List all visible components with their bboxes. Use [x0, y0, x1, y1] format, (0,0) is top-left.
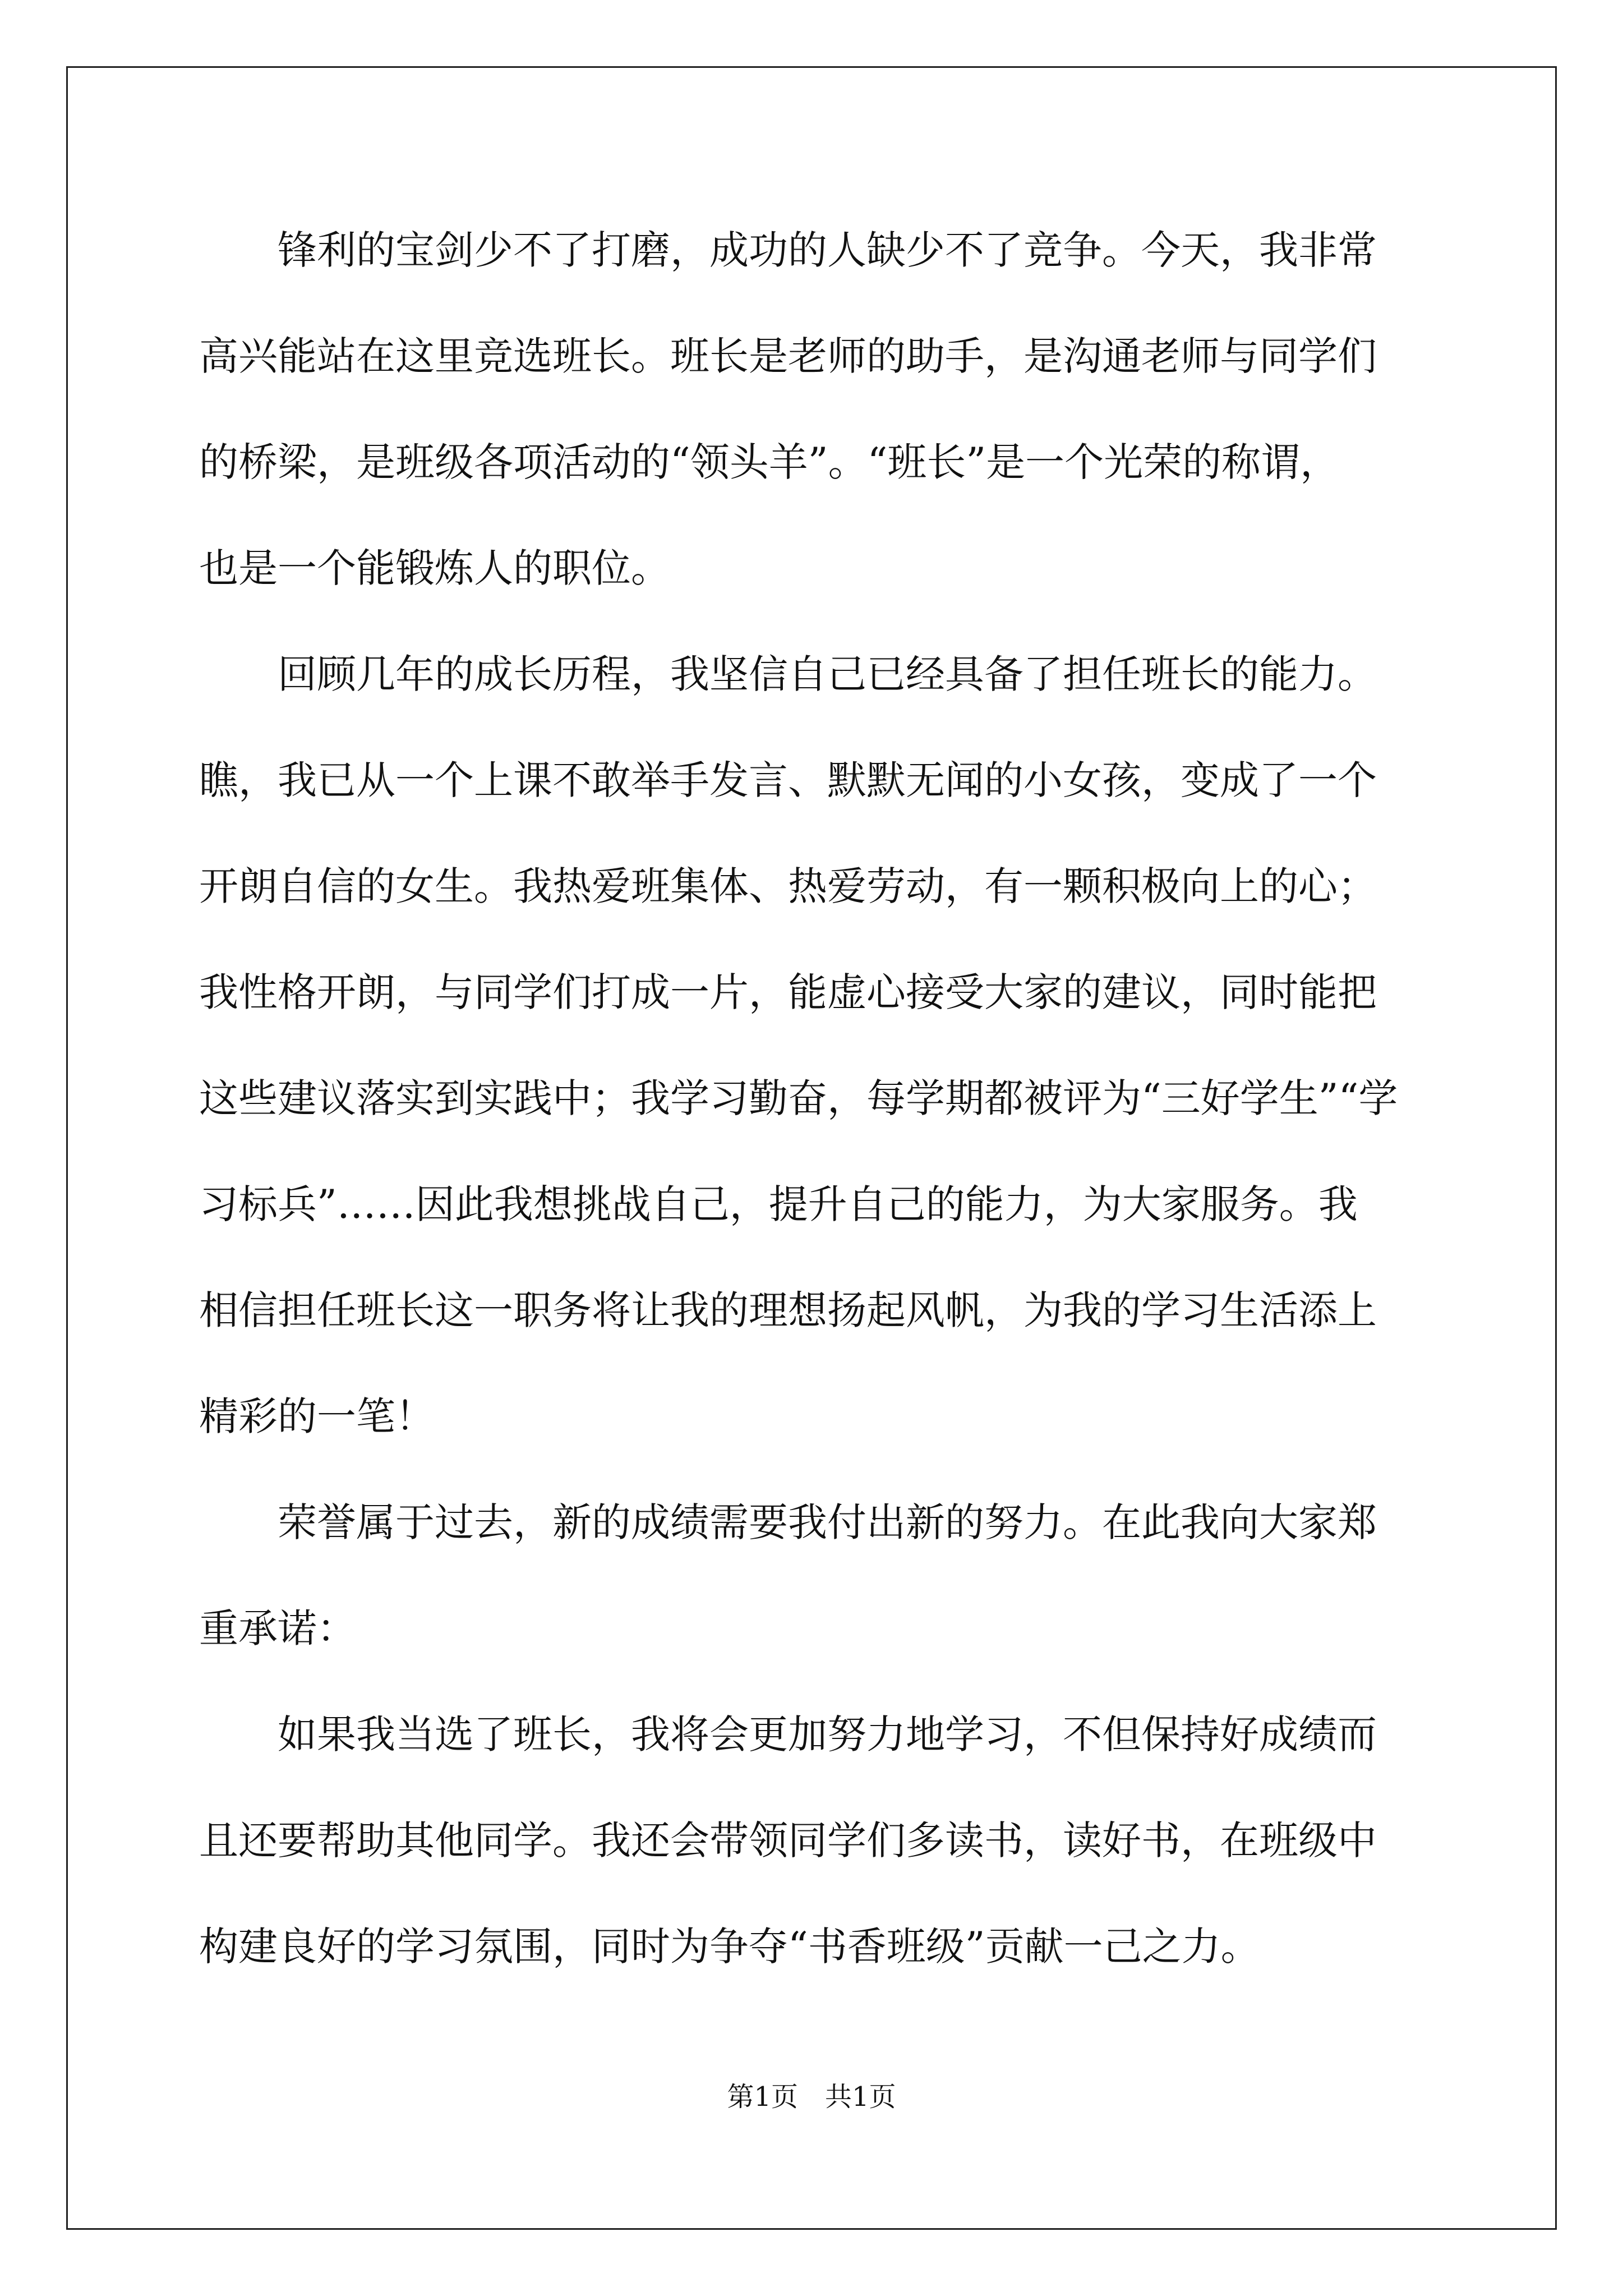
- paragraph-4-line-2: 且还要帮助其他同学。我还会带领同学们多读书，读好书，在班级中: [199, 1818, 1377, 1864]
- paragraph-2-line-7: 相信担任班长这一职务将让我的理想扬起风帆，为我的学习生活添上: [199, 1287, 1377, 1333]
- page-number-footer: 第1页 共1页: [727, 2081, 896, 2113]
- paragraph-2-line-1: 回顾几年的成长历程，我坚信自己已经具备了担任班长的能力。: [199, 651, 1377, 697]
- paragraph-2-line-4: 我性格开朗，与同学们打成一片，能虚心接受大家的建议，同时能把: [199, 969, 1377, 1015]
- page-border: [66, 66, 1557, 2230]
- paragraph-3-line-2: 重承诺：: [199, 1605, 356, 1651]
- paragraph-2-line-6: 习标兵”……因此我想挑战自己，提升自己的能力，为大家服务。我: [199, 1181, 1358, 1227]
- paragraph-2-line-2: 瞧，我已从一个上课不敢举手发言、默默无闻的小女孩，变成了一个: [199, 757, 1377, 803]
- paragraph-4-line-1: 如果我当选了班长，我将会更加努力地学习，不但保持好成绩而: [199, 1711, 1377, 1757]
- paragraph-2-line-5: 这些建议落实到实践中；我学习勤奋，每学期都被评为“三好学生”“学: [199, 1075, 1398, 1121]
- paragraph-1-line-3: 的桥梁，是班级各项活动的“领头羊”。“班长”是一个光荣的称谓，: [199, 439, 1340, 485]
- paragraph-2-line-3: 开朗自信的女生。我热爱班集体、热爱劳动，有一颗积极向上的心；: [199, 863, 1377, 909]
- paragraph-2-line-8: 精彩的一笔！: [199, 1393, 435, 1439]
- paragraph-1-line-2: 高兴能站在这里竞选班长。班长是老师的助手，是沟通老师与同学们: [199, 333, 1377, 379]
- paragraph-3-line-1: 荣誉属于过去，新的成绩需要我付出新的努力。在此我向大家郑: [199, 1499, 1377, 1545]
- paragraph-1-line-1: 锋利的宝剑少不了打磨，成功的人缺少不了竞争。今天，我非常: [199, 227, 1377, 273]
- paragraph-4-line-3: 构建良好的学习氛围，同时为争夺“书香班级”贡献一己之力。: [199, 1924, 1260, 1970]
- paragraph-1-line-4: 也是一个能锻炼人的职位。: [199, 545, 670, 591]
